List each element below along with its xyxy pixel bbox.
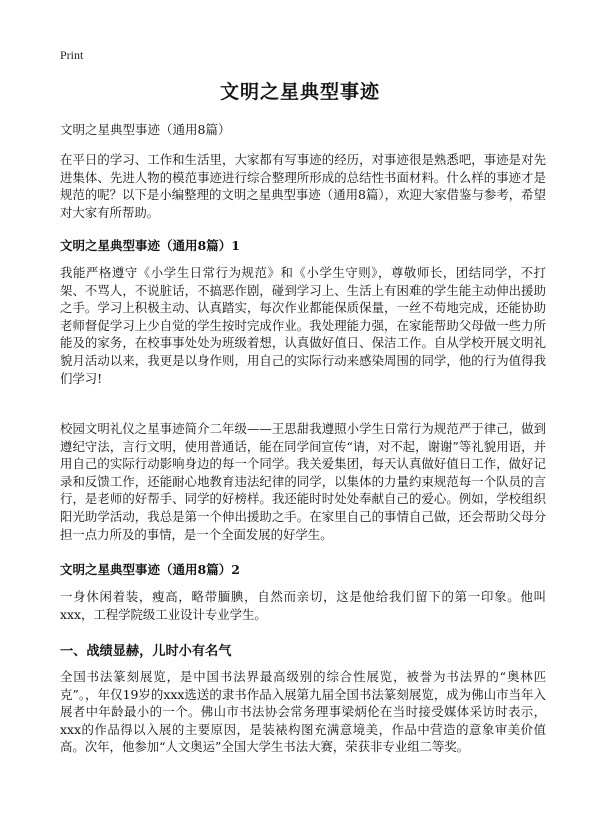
section-1-heading: 文明之星典型事迹（通用8篇）1 (60, 238, 240, 253)
section-2-heading: 文明之星典型事迹（通用8篇）2 (60, 562, 240, 577)
intro-paragraph: 在平日的学习、工作和生活里，大家都有写事迹的经历，对事迹很是熟悉吧，事迹是对先进集体、先进人物的模范事迹进行综合整理所形成的总结性书面材料。什么样的事迹才是规范的呢？以下是小编整理的文明之星典型事迹（通用8篇），欢迎大家借鉴与参考，希望对大家有所帮助。 (60, 152, 546, 220)
section-2-paragraph-2: 全国书法篆刻展览，是中国书法界最高级别的综合性展览，被誉为书法界的“奥林匹克”。，年仅19岁的xxx选送的隶书作品入展第九届全国书法篆刻展览，成为佛山市当年入展者中年龄最小的一个。佛山市书法协会常务理事梁炳伦在当时接受媒体采访时表示，xxx的作品得以入展的主要原因，是装裱构图充满意境美，作品中营造的意象审美价值高。次年，他参加“人文奥运”全国大学生书法大赛，荣获非专业组二等奖。 (60, 669, 546, 755)
section-2-subheading: 一、战绩显赫，儿时小有名气 (60, 644, 232, 659)
print-link[interactable]: Print (60, 48, 84, 62)
section-1-paragraph-2: 校园文明礼仪之星事迹简介二年级——王思甜我遵照小学生日常行为规范严于律己，做到遵纪守法，言行文明，使用普通话，能在同学间宣传“请，对不起，谢谢”等礼貌用语，并用自己的实际行动影响身边的每一个同学。我关爱集团，每天认真做好值日工作，做好记录和反馈工作，还能耐心地教育违法纪律的同学，以集体的力量约束规范每一个队员的言行，是老师的好帮手、同学的好榜样。我还能时时处处奉献自己的爱心。例如，学校组织阳光助学活动，我总是第一个伸出援助之手。在家里自己的事情自己做，还会帮助父母分担一点力所及的事情，是一个全面发展的好学生。 (60, 421, 546, 542)
page-title: 文明之星典型事迹 (219, 81, 380, 103)
document-subtitle: 文明之星典型事迹（通用8篇） (60, 122, 231, 137)
section-1-paragraph-1: 我能严格遵守《小学生日常行为规范》和《小学生守则》，尊敬师长，团结同学，不打架、不骂人，不说脏话，不搞恶作剧，碰到学习上、生活上有困难的学生能主动伸出援助之手。学习上积极主动、认真踏实，每次作业都能保质保量，一丝不苟地完成，还能协助老师督促学习上少自觉的学生按时完成作业。我处理能力强，在家能帮助父母做一些力所能及的家务，在校事事处处为班级着想，认真做好值日、保洁工作。自从学校开展文明礼貌月活动以来，我更是以身作则，用自己的实际行动来感染周围的同学，他的行为值得我们学习! (60, 265, 546, 386)
section-2-paragraph-1: 一身休闲着装，瘦高，略带腼腆，自然而亲切，这是他给我们留下的第一印象。他叫xxx，工程学院级工业设计专业学生。 (60, 589, 546, 622)
